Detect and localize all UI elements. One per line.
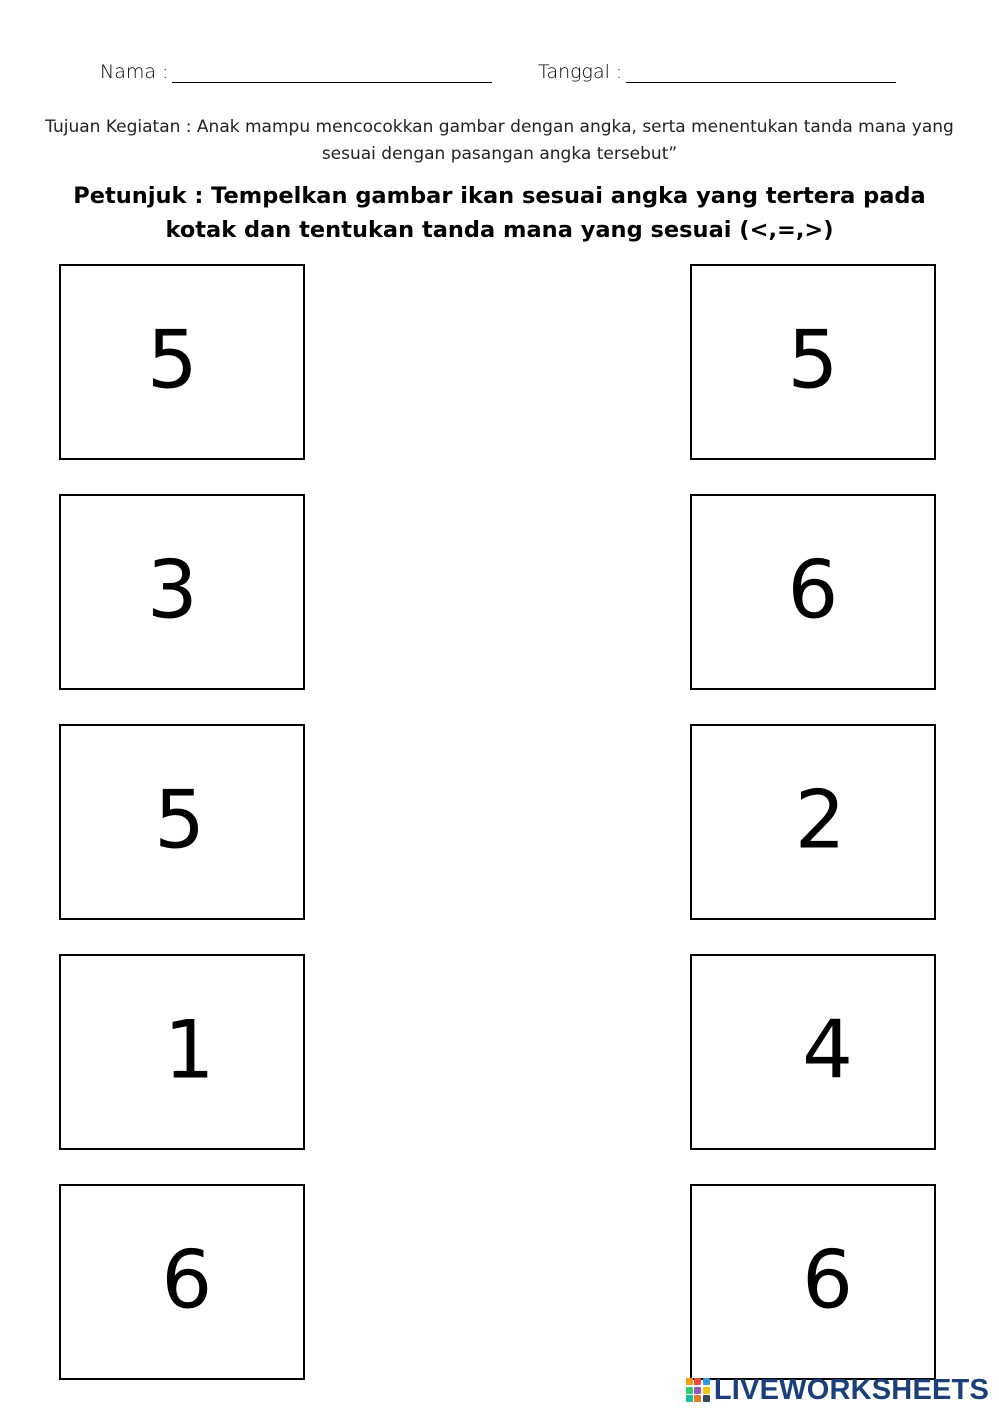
logo-square-1 — [686, 1378, 693, 1385]
right-number-box-3[interactable] — [690, 724, 936, 920]
logo-square-2 — [694, 1378, 701, 1385]
left-number-box-3[interactable] — [59, 724, 305, 920]
liveworksheets-logo-icon — [686, 1378, 710, 1402]
right-number-2: 6 — [787, 543, 839, 637]
instruction-line-2: kotak dan tentukan tanda mana yang sesuai (<,=,>) — [165, 217, 834, 243]
right-number-box-1[interactable] — [690, 264, 936, 460]
watermark-text: LIVEWORKSHEETS — [713, 1373, 989, 1406]
logo-square-5 — [694, 1387, 701, 1394]
logo-square-3 — [703, 1378, 710, 1385]
liveworksheets-watermark — [686, 1373, 989, 1407]
logo-square-7 — [686, 1395, 693, 1402]
left-number-4: 1 — [163, 1003, 215, 1097]
logo-square-4 — [686, 1387, 693, 1394]
date-blank-line[interactable] — [626, 60, 896, 83]
right-number-1: 5 — [787, 313, 839, 407]
date-label: Tanggal : — [538, 61, 623, 83]
name-label: Nama : — [100, 61, 169, 83]
left-number-3: 5 — [154, 773, 206, 867]
logo-square-8 — [694, 1395, 701, 1402]
left-number-box-4[interactable] — [59, 954, 305, 1150]
right-number-box-2[interactable] — [690, 494, 936, 690]
right-number-4: 4 — [802, 1003, 853, 1097]
right-number-box-5[interactable] — [690, 1184, 936, 1380]
right-number-5: 6 — [802, 1233, 853, 1327]
left-number-box-5[interactable] — [59, 1184, 305, 1380]
name-blank-line[interactable] — [172, 60, 492, 83]
name-field[interactable] — [100, 60, 492, 83]
instruction-line-1: Petunjuk : Tempelkan gambar ikan sesuai angka yang tertera pada — [73, 183, 926, 209]
right-number-box-4[interactable] — [690, 954, 936, 1150]
left-number-1: 5 — [146, 313, 198, 407]
activity-objective: Tujuan Kegiatan : Anak mampu mencocokkan gambar dengan angka, serta menentukan tanda mana yang sesuai dengan pasangan angka tersebut” — [45, 117, 954, 164]
logo-square-6 — [703, 1387, 710, 1394]
instruction — [40, 179, 959, 247]
date-field[interactable] — [538, 60, 896, 83]
left-number-5: 6 — [161, 1233, 213, 1327]
right-number-3: 2 — [794, 773, 846, 867]
left-number-box-2[interactable] — [59, 494, 305, 690]
left-number-box-1[interactable] — [59, 264, 305, 460]
left-number-2: 3 — [146, 543, 198, 637]
logo-square-9 — [703, 1395, 710, 1402]
